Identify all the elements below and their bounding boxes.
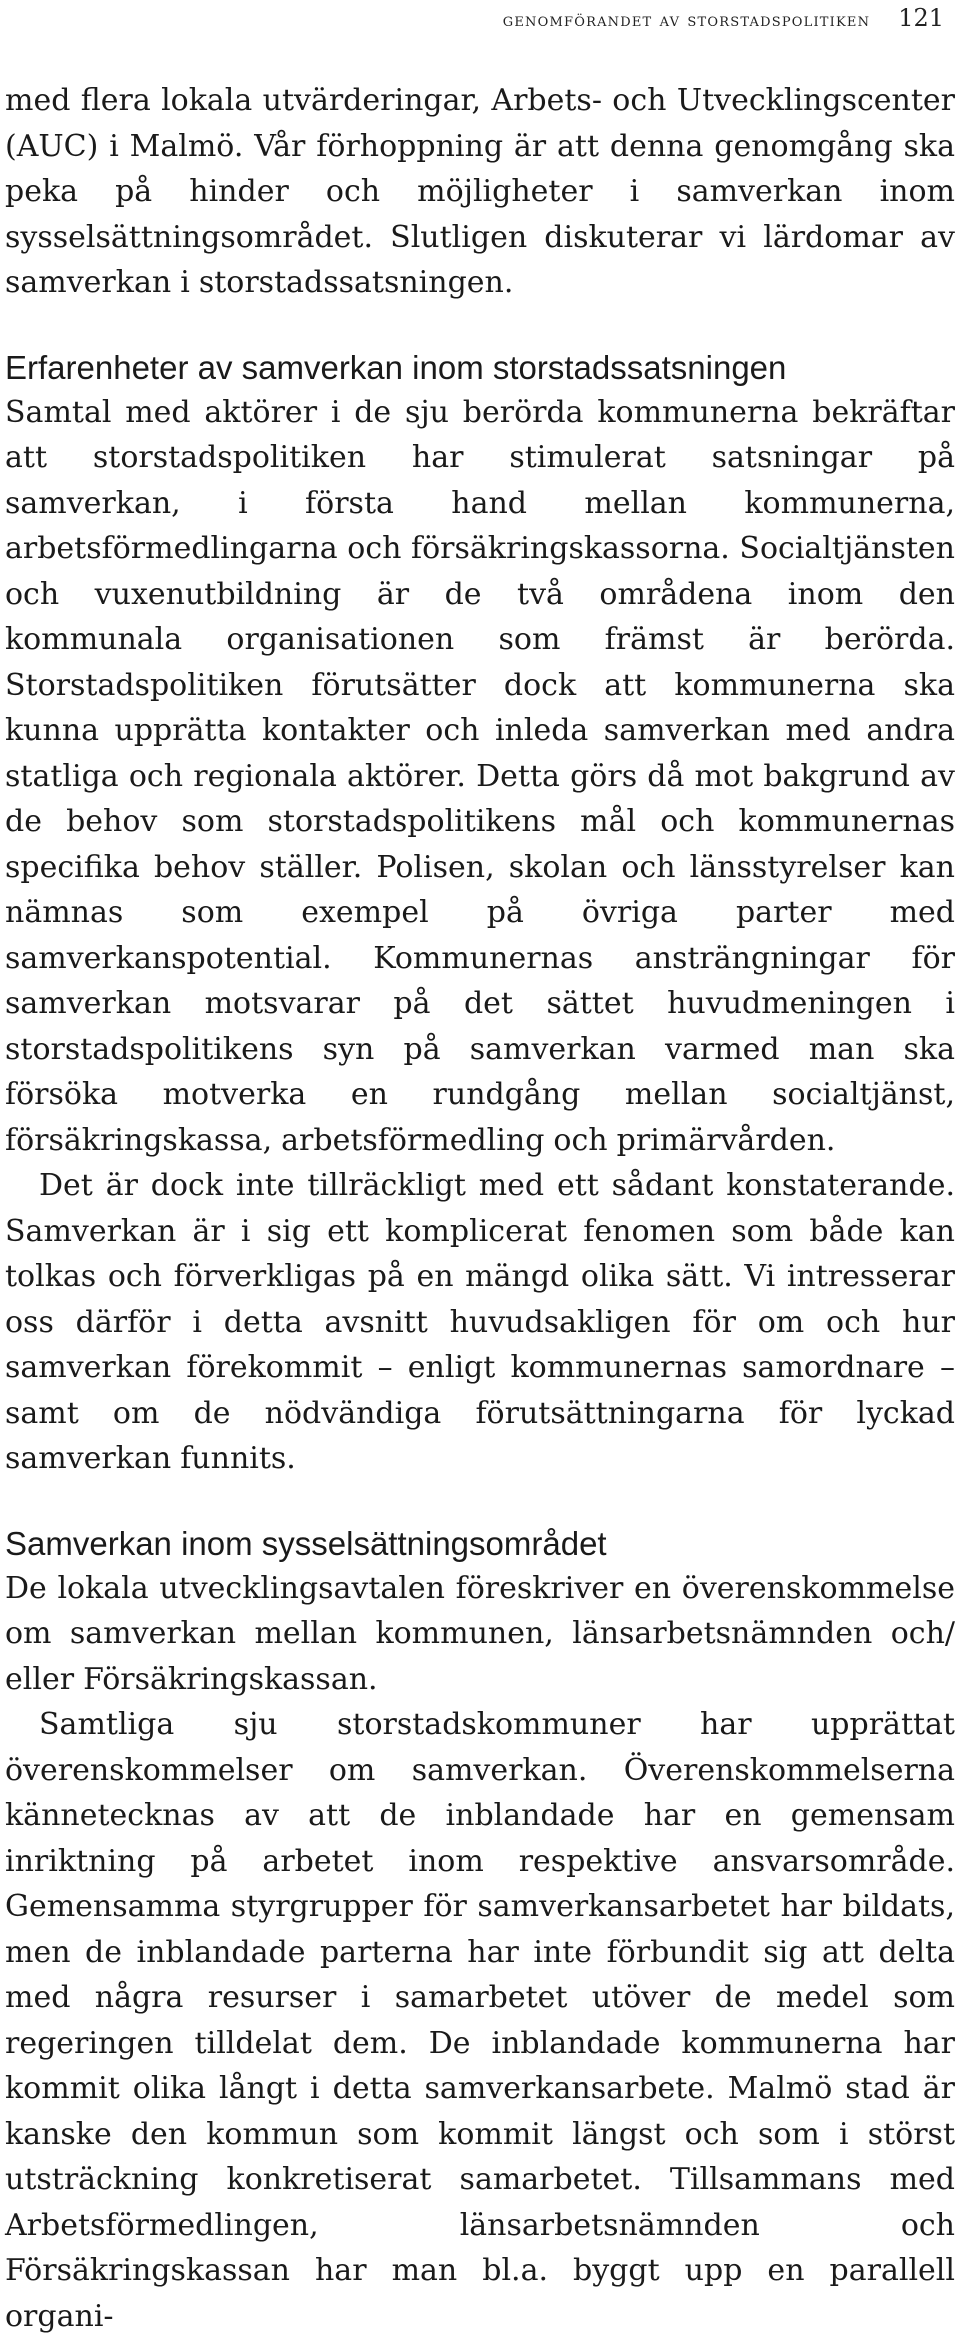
- body-paragraph: De lokala utvecklingsavtalen föreskriver en överenskommelse om samverkan mellan kommunen, länsarbetsnämnden och/ eller Försäkringskassan.: [5, 1566, 955, 1703]
- running-header-title: genomförandet av storstadspolitiken: [503, 9, 870, 31]
- body-paragraph: Samtal med aktörer i de sju berörda kommunerna bekräftar att storstadspolitiken har stimulerat satsningar på samverkan, i första hand mellan kommunerna, arbetsförmedlingarna och försäkringskassorna. Socialtjänsten och vuxenutbildning är de två områdena inom den kommunala organisationen som främst är berörda. Storstadspolitiken förutsätter dock att kommunerna ska kunna upprätta kontakter och inleda samverkan med andra statliga och regionala aktörer. Detta görs då mot bakgrund av de behov som storstadspolitikens mål och kommunernas specifika behov ställer. Polisen, skolan och länsstyrelser kan nämnas som exempel på övriga parter med samverkanspotential. Kommunernas ansträngningar för samverkan motsvarar på det sättet huvudmeningen i storstadspolitikens syn på samverkan varmed man ska försöka motverka en rundgång mellan socialtjänst, försäkringskassa, arbetsförmedling och primärvården.: [5, 390, 955, 1164]
- page-number: 121: [898, 4, 944, 32]
- body-paragraph: Det är dock inte tillräckligt med ett sådant konstaterande. Samverkan är i sig ett komplicerat fenomen som både kan tolkas och förverkligas på en mängd olika sätt. Vi intresserar oss därför i detta avsnitt huvudsakligen för om och hur samverkan förekommit – enligt kommunernas samordnare – samt om de nödvändiga förutsättningarna för lyckad samverkan funnits.: [5, 1163, 955, 1482]
- intro-paragraph: med flera lokala utvärderingar, Arbets- och Utvecklingscenter (AUC) i Malmö. Vår förhoppning är att denna genomgång ska peka på hinder och möjligheter i samverkan inom sysselsättningsområdet. Slutligen diskuterar vi lärdomar av samverkan i storstadssatsningen.: [5, 78, 955, 306]
- body-text: [5, 78, 955, 2339]
- section-experiences: [5, 346, 955, 1482]
- body-paragraph: Samtliga sju storstadskommuner har upprättat överenskommelser om samverkan. Överenskommelserna kännetecknas av att de inblandade har en gemensam inriktning på arbetet inom respektive ansvarsområde. Gemensamma styrgrupper för samverkansarbetet har bildats, men de inblandade parterna har inte förbundit sig att delta med några resurser i samarbetet utöver de medel som regeringen tilldelat dem. De inblandade kommunerna har kommit olika långt i detta samverkansarbete. Malmö stad är kanske den kommun som kommit längst och som i störst utsträckning konkretiserat samarbetet. Tillsammans med Arbetsförmedlingen, länsarbetsnämnden och Försäkringskassan har man bl.a. byggt upp en parallell organi-: [5, 1702, 955, 2339]
- running-header: [503, 4, 944, 38]
- section-heading: Erfarenheter av samverkan inom storstadssatsningen: [5, 346, 955, 390]
- section-employment-cooperation: [5, 1522, 955, 2339]
- section-heading: Samverkan inom sysselsättningsområdet: [5, 1522, 955, 1566]
